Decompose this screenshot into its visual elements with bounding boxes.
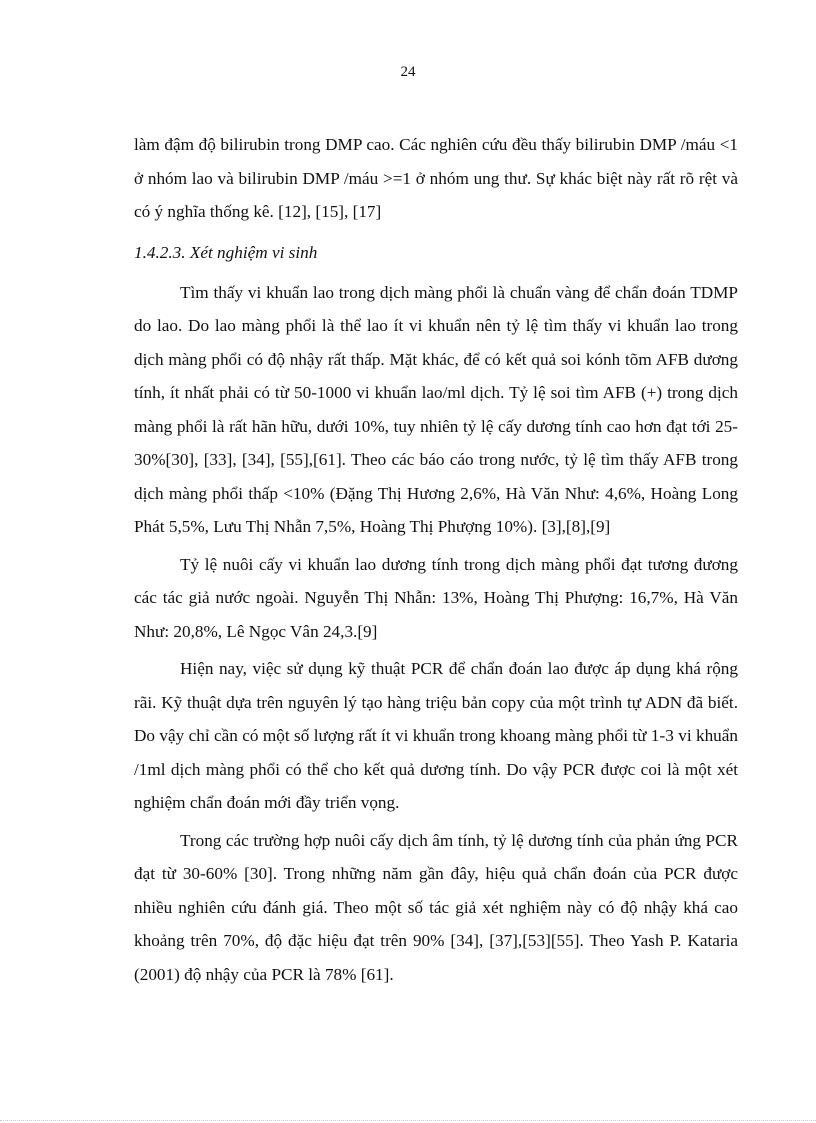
section-heading: 1.4.2.3. Xét nghiệm vi sinh <box>134 242 318 262</box>
page-number: 24 <box>400 64 416 80</box>
page-body <box>134 128 738 991</box>
paragraph-pcr-technique: Hiện nay, việc sử dụng kỹ thuật PCR để chẩn đoán lao được áp dụng khá rộng rãi. Kỹ thuật dựa trên nguyên lý tạo hàng triệu bản copy của một trình tự ADN đã biết. Do vậy chỉ cần có một số lượng rất ít vi khuẩn trong khoang màng phổi từ 1-3 vi khuẩn /1ml dịch màng phổi có thể cho kết quả dương tính. Do vậy PCR được coi là một xét nghiệm chẩn đoán mới đầy triển vọng. <box>134 659 738 812</box>
page-bottom-divider <box>0 1120 816 1121</box>
paragraph-afb-detection: Tìm thấy vi khuẩn lao trong dịch màng phổi là chuẩn vàng để chẩn đoán TDMP do lao. Do lao màng phổi là thể lao ít vi khuẩn nên tỷ lệ tìm thấy vi khuẩn lao trong dịch màng phổi có độ nhậy rất thấp. Mặt khác, để có kết quả soi kónh tõm AFB dương tính, ít nhất phải có từ 50-1000 vi khuẩn lao/ml dịch. Tỷ lệ soi tìm AFB (+) trong dịch màng phổi là rất hãn hữu, dưới 10%, tuy nhiên tỷ lệ cấy dương tính cao hơn đạt tới 25-30%[30], [33], [34], [55],[61]. Theo các báo cáo trong nước, tỷ lệ tìm thấy AFB trong dịch màng phổi thấp <10% (Đặng Thị Hương 2,6%, Hà Văn Như: 4,6%, Hoàng Long Phát 5,5%, Lưu Thị Nhẫn 7,5%, Hoàng Thị Phượng 10%). [3],[8],[9] <box>134 282 738 536</box>
continued-paragraph: làm đậm độ bilirubin trong DMP cao. Các nghiên cứu đều thấy bilirubin DMP /máu <1 ở nhóm lao và bilirubin DMP /máu >=1 ở nhóm ung thư. Sự khác biệt này rất rõ rệt và có ý nghĩa thống kê. [12], [15], [17] <box>134 135 738 221</box>
paragraph-pcr-sensitivity: Trong các trường hợp nuôi cấy dịch âm tính, tỷ lệ dương tính của phản ứng PCR đạt từ 30-60% [30]. Trong những năm gần đây, hiệu quả chẩn đoán của PCR được nhiều nghiên cứu đánh giá. Theo một số tác giả xét nghiệm này có độ nhậy khá cao khoảng trên 70%, độ đặc hiệu đạt trên 90% [34], [37],[53][55]. Theo Yash P. Kataria (2001) độ nhậy của PCR là 78% [61]. <box>134 830 738 984</box>
paragraph-culture-rates: Tỷ lệ nuôi cấy vi khuẩn lao dương tính trong dịch màng phổi đạt tương đương các tác giả nước ngoài. Nguyễn Thị Nhẫn: 13%, Hoàng Thị Phượng: 16,7%, Hà Văn Như: 20,8%, Lê Ngọc Vân 24,3.[9] <box>134 554 738 641</box>
